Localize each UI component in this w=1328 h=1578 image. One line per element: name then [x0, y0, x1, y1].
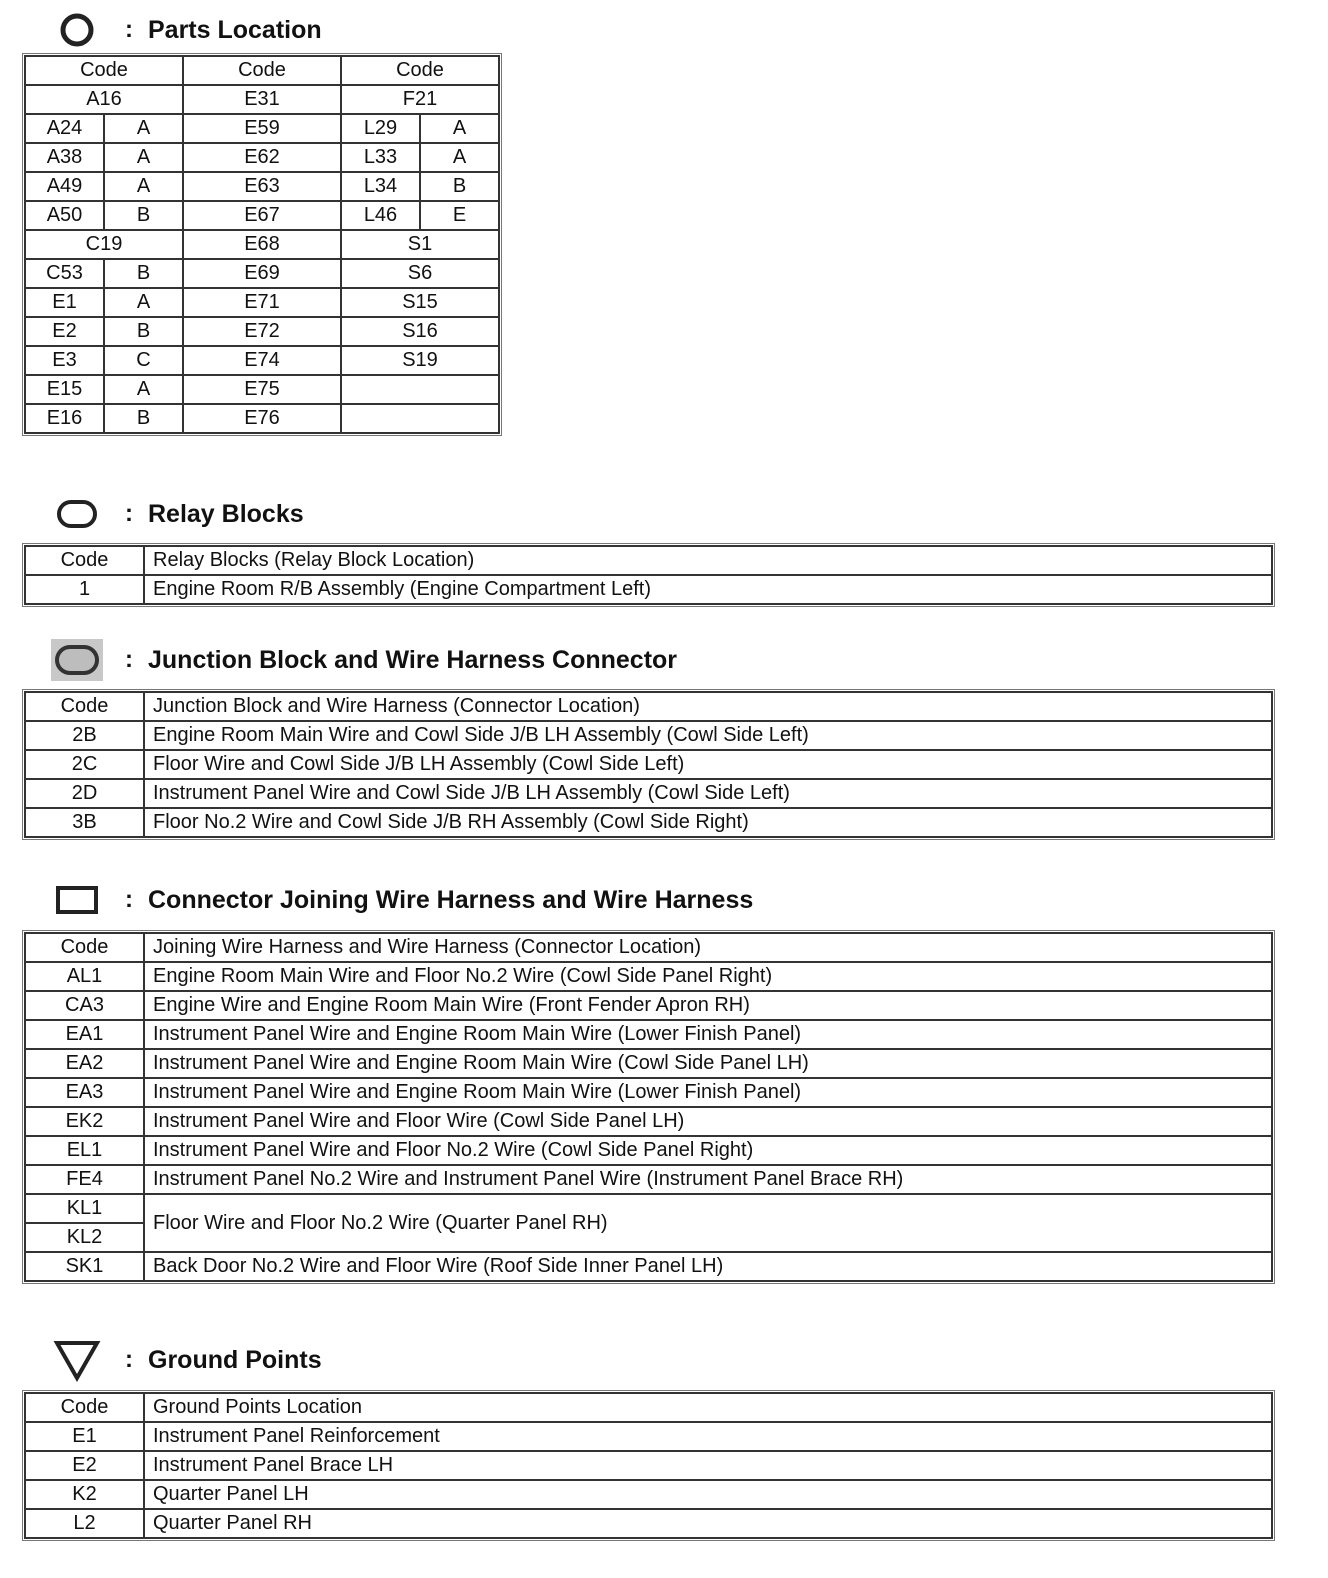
ground-points-heading: [44, 1334, 322, 1386]
column-header: Relay Blocks (Relay Block Location): [144, 546, 1272, 575]
code-cell: E68: [183, 230, 341, 259]
location-letter-cell: B: [104, 259, 183, 288]
rounded-rectangle-icon: [44, 488, 110, 540]
description-cell: Instrument Panel Brace LH: [144, 1451, 1272, 1480]
code-cell: L33: [341, 143, 420, 172]
section-title: Connector Joining Wire Harness and Wire Harness: [148, 885, 754, 914]
code-cell: E3: [25, 346, 104, 375]
heading-colon: :: [125, 646, 133, 673]
table-row: [25, 1136, 1272, 1165]
code-cell: E71: [183, 288, 341, 317]
table-row: [25, 1451, 1272, 1480]
code-cell: E74: [183, 346, 341, 375]
code-cell: A24: [25, 114, 104, 143]
junction-block-heading: [44, 634, 677, 686]
table-row: [25, 1422, 1272, 1451]
joining-connector-heading: [44, 874, 753, 926]
section-title: Relay Blocks: [148, 499, 304, 528]
ground-points-table: [24, 1392, 1273, 1539]
code-cell: 3B: [25, 808, 144, 837]
description-cell: Instrument Panel Wire and Engine Room Main Wire (Cowl Side Panel LH): [144, 1049, 1272, 1078]
code-cell: L34: [341, 172, 420, 201]
column-header: Code: [183, 56, 341, 85]
code-cell: E1: [25, 1422, 144, 1451]
rectangle-icon: [44, 874, 110, 926]
heading-colon: :: [125, 500, 133, 527]
code-cell: E72: [183, 317, 341, 346]
description-cell: Engine Room Main Wire and Cowl Side J/B LH Assembly (Cowl Side Left): [144, 721, 1272, 750]
location-letter-cell: A: [104, 114, 183, 143]
code-cell: CA3: [25, 991, 144, 1020]
table-row: [25, 779, 1272, 808]
location-letter-cell: A: [104, 172, 183, 201]
parts-location-table: [24, 55, 500, 434]
description-cell: Instrument Panel No.2 Wire and Instrument Panel Wire (Instrument Panel Brace RH): [144, 1165, 1272, 1194]
table-row: [25, 575, 1272, 604]
column-header: Code: [25, 56, 183, 85]
location-letter-cell: A: [104, 375, 183, 404]
code-cell: E75: [183, 375, 341, 404]
description-cell: Floor Wire and Cowl Side J/B LH Assembly (Cowl Side Left): [144, 750, 1272, 779]
location-letter-cell: B: [104, 201, 183, 230]
column-header: Ground Points Location: [144, 1393, 1272, 1422]
code-cell: S6: [341, 259, 499, 288]
code-cell: K2: [25, 1480, 144, 1509]
column-header: Code: [341, 56, 499, 85]
code-cell: EL1: [25, 1136, 144, 1165]
code-cell: EA2: [25, 1049, 144, 1078]
description-cell: Instrument Panel Wire and Floor Wire (Cowl Side Panel LH): [144, 1107, 1272, 1136]
relay-blocks-table: [24, 545, 1273, 605]
table-row: [25, 375, 499, 404]
code-cell: AL1: [25, 962, 144, 991]
code-cell: E76: [183, 404, 341, 433]
code-cell: E31: [183, 85, 341, 114]
code-cell: S19: [341, 346, 499, 375]
table-row: [25, 1509, 1272, 1538]
location-letter-cell: A: [420, 143, 499, 172]
table-row: [25, 317, 499, 346]
table-row: [25, 1165, 1272, 1194]
section-title: Parts Location: [148, 15, 322, 44]
heading-colon: :: [125, 16, 133, 43]
code-cell: E67: [183, 201, 341, 230]
section-title: Ground Points: [148, 1345, 322, 1374]
column-header: Junction Block and Wire Harness (Connector Location): [144, 692, 1272, 721]
code-cell: C19: [25, 230, 183, 259]
column-header: Code: [25, 546, 144, 575]
table-row: [25, 808, 1272, 837]
column-header: Code: [25, 933, 144, 962]
table-header-row: [25, 933, 1272, 962]
heading-colon: :: [125, 886, 133, 913]
table-row: [25, 721, 1272, 750]
joining-connector-table: [24, 932, 1273, 1282]
description-cell: Engine Room Main Wire and Floor No.2 Wire (Cowl Side Panel Right): [144, 962, 1272, 991]
table-header-row: [25, 1393, 1272, 1422]
description-cell: Quarter Panel RH: [144, 1509, 1272, 1538]
column-header: Joining Wire Harness and Wire Harness (Connector Location): [144, 933, 1272, 962]
column-header: Code: [25, 1393, 144, 1422]
description-cell: Floor No.2 Wire and Cowl Side J/B RH Assembly (Cowl Side Right): [144, 808, 1272, 837]
table-row: [25, 201, 499, 230]
table-row: [25, 114, 499, 143]
table-row: [25, 1020, 1272, 1049]
location-letter-cell: A: [104, 288, 183, 317]
description-cell: Instrument Panel Wire and Cowl Side J/B LH Assembly (Cowl Side Left): [144, 779, 1272, 808]
code-cell: [341, 375, 499, 404]
location-letter-cell: A: [420, 114, 499, 143]
code-cell: C53: [25, 259, 104, 288]
code-cell: A50: [25, 201, 104, 230]
code-cell: E59: [183, 114, 341, 143]
table-row: [25, 1194, 1272, 1223]
code-cell: L46: [341, 201, 420, 230]
description-cell: Quarter Panel LH: [144, 1480, 1272, 1509]
code-cell: E63: [183, 172, 341, 201]
table-row: [25, 1107, 1272, 1136]
code-cell: EA1: [25, 1020, 144, 1049]
code-cell: L29: [341, 114, 420, 143]
description-cell: Instrument Panel Reinforcement: [144, 1422, 1272, 1451]
code-cell: KL1: [25, 1194, 144, 1223]
relay-blocks-heading: [44, 488, 304, 540]
location-letter-cell: B: [104, 404, 183, 433]
table-header-row: [25, 56, 499, 85]
description-cell: Engine Room R/B Assembly (Engine Compartment Left): [144, 575, 1272, 604]
triangle-down-icon: [44, 1334, 110, 1386]
code-cell: SK1: [25, 1252, 144, 1281]
table-row: [25, 259, 499, 288]
table-row: [25, 962, 1272, 991]
description-cell: Back Door No.2 Wire and Floor Wire (Roof Side Inner Panel LH): [144, 1252, 1272, 1281]
parts-location-heading: [44, 4, 322, 56]
code-cell: [341, 404, 499, 433]
location-letter-cell: E: [420, 201, 499, 230]
description-cell: Instrument Panel Wire and Engine Room Main Wire (Lower Finish Panel): [144, 1020, 1272, 1049]
table-row: [25, 1480, 1272, 1509]
code-cell: L2: [25, 1509, 144, 1538]
description-cell: Instrument Panel Wire and Floor No.2 Wire (Cowl Side Panel Right): [144, 1136, 1272, 1165]
table-row: [25, 230, 499, 259]
code-cell: 2D: [25, 779, 144, 808]
code-cell: EK2: [25, 1107, 144, 1136]
code-cell: E16: [25, 404, 104, 433]
table-row: [25, 1049, 1272, 1078]
code-cell: E62: [183, 143, 341, 172]
code-cell: E69: [183, 259, 341, 288]
description-cell: Floor Wire and Floor No.2 Wire (Quarter Panel RH): [144, 1194, 1272, 1252]
location-letter-cell: A: [104, 143, 183, 172]
description-cell: Engine Wire and Engine Room Main Wire (Front Fender Apron RH): [144, 991, 1272, 1020]
circle-ring-icon: [44, 4, 110, 56]
code-cell: E1: [25, 288, 104, 317]
table-row: [25, 85, 499, 114]
code-cell: A49: [25, 172, 104, 201]
code-cell: EA3: [25, 1078, 144, 1107]
code-cell: S1: [341, 230, 499, 259]
section-title: Junction Block and Wire Harness Connector: [148, 645, 678, 674]
table-row: [25, 991, 1272, 1020]
table-header-row: [25, 546, 1272, 575]
table-row: [25, 172, 499, 201]
code-cell: E15: [25, 375, 104, 404]
table-header-row: [25, 692, 1272, 721]
table-row: [25, 750, 1272, 779]
table-row: [25, 1078, 1272, 1107]
table-row: [25, 404, 499, 433]
code-cell: FE4: [25, 1165, 144, 1194]
location-letter-cell: C: [104, 346, 183, 375]
code-cell: F21: [341, 85, 499, 114]
code-cell: E2: [25, 317, 104, 346]
code-cell: S16: [341, 317, 499, 346]
table-row: [25, 143, 499, 172]
code-cell: E2: [25, 1451, 144, 1480]
code-cell: A38: [25, 143, 104, 172]
code-cell: 2C: [25, 750, 144, 779]
table-row: [25, 346, 499, 375]
code-cell: 1: [25, 575, 144, 604]
junction-block-table: [24, 691, 1273, 838]
code-cell: KL2: [25, 1223, 144, 1252]
shaded-rounded-rectangle-icon: [44, 634, 110, 686]
column-header: Code: [25, 692, 144, 721]
code-cell: S15: [341, 288, 499, 317]
table-row: [25, 1252, 1272, 1281]
location-letter-cell: B: [104, 317, 183, 346]
location-letter-cell: B: [420, 172, 499, 201]
table-row: [25, 288, 499, 317]
description-cell: Instrument Panel Wire and Engine Room Main Wire (Lower Finish Panel): [144, 1078, 1272, 1107]
heading-colon: :: [125, 1346, 133, 1373]
code-cell: A16: [25, 85, 183, 114]
code-cell: 2B: [25, 721, 144, 750]
